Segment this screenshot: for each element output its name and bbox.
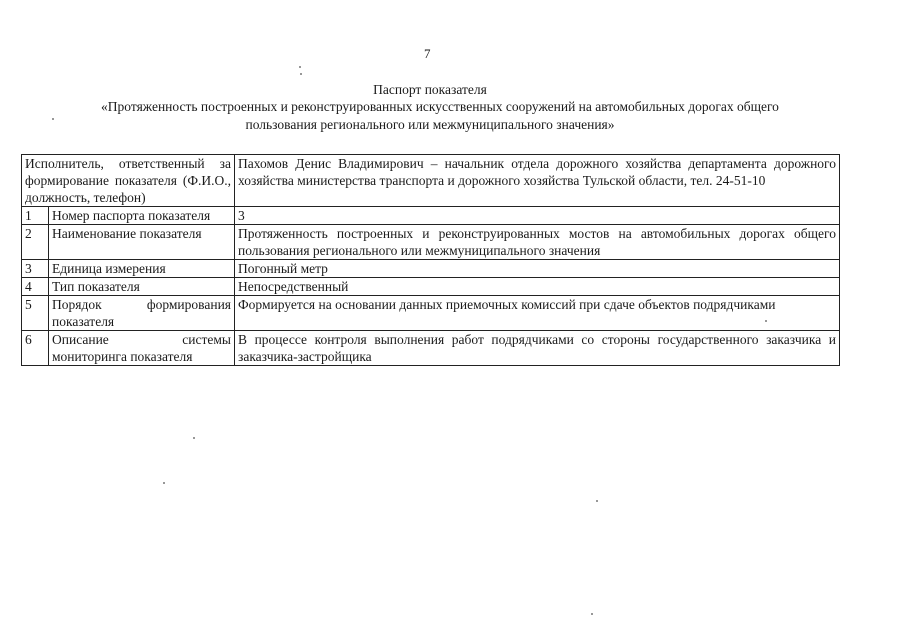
scan-speck <box>163 482 165 484</box>
scan-speck <box>193 437 195 439</box>
row-value: Погонный метр <box>235 260 840 278</box>
document-title: Паспорт показателя <box>373 82 487 97</box>
scan-speck <box>52 118 54 120</box>
row-number: 3 <box>22 260 49 278</box>
table-row <box>22 260 840 278</box>
row-label: Единица измерения <box>49 260 235 278</box>
scan-speck <box>591 613 593 615</box>
passport-table <box>21 154 840 366</box>
row-number: 5 <box>22 296 49 331</box>
row-label: Наименование показателя <box>49 225 235 260</box>
row-label: Описание системы мониторинга показателя <box>49 331 235 366</box>
page-number: 7 <box>424 46 431 61</box>
row-value: Протяженность построенных и реконструированных мостов на автомобильных дорогах общего пользования регионального или межмуниципального значения <box>235 225 840 260</box>
row-number: 6 <box>22 331 49 366</box>
table-row <box>22 296 840 331</box>
executor-label: Исполнитель, ответственный за формирование показателя (Ф.И.О., должность, телефон) <box>22 155 235 207</box>
row-label: Номер паспорта показателя <box>49 207 235 225</box>
indicator-title-line-1: «Протяженность построенных и реконструированных искусственных сооружений на автомобильных дорогах общего <box>101 99 779 114</box>
row-value: Формируется на основании данных приемочных комиссий при сдаче объектов подрядчиками <box>235 296 840 331</box>
table-row <box>22 331 840 366</box>
row-number: 2 <box>22 225 49 260</box>
table-row <box>22 207 840 225</box>
table-row <box>22 225 840 260</box>
row-label: Тип показателя <box>49 278 235 296</box>
row-number: 1 <box>22 207 49 225</box>
row-value: Непосредственный <box>235 278 840 296</box>
scan-speck <box>300 73 302 75</box>
row-value: В процессе контроля выполнения работ подрядчиками со стороны государственного заказчика и заказчика-застройщика <box>235 331 840 366</box>
scan-speck <box>596 500 598 502</box>
indicator-title-line-2: пользования регионального или межмуниципального значения» <box>245 117 615 132</box>
row-number: 4 <box>22 278 49 296</box>
row-value: 3 <box>235 207 840 225</box>
row-label: Порядок формирования показателя <box>49 296 235 331</box>
scan-speck <box>765 320 767 322</box>
scan-speck <box>299 66 301 68</box>
table-row-executor <box>22 155 840 207</box>
executor-value: Пахомов Денис Владимирович – начальник отдела дорожного хозяйства департамента дорожного хозяйства министерства транспорта и дорожного хозяйства Тульской области, тел. 24-51-10 <box>235 155 840 207</box>
table-row <box>22 278 840 296</box>
